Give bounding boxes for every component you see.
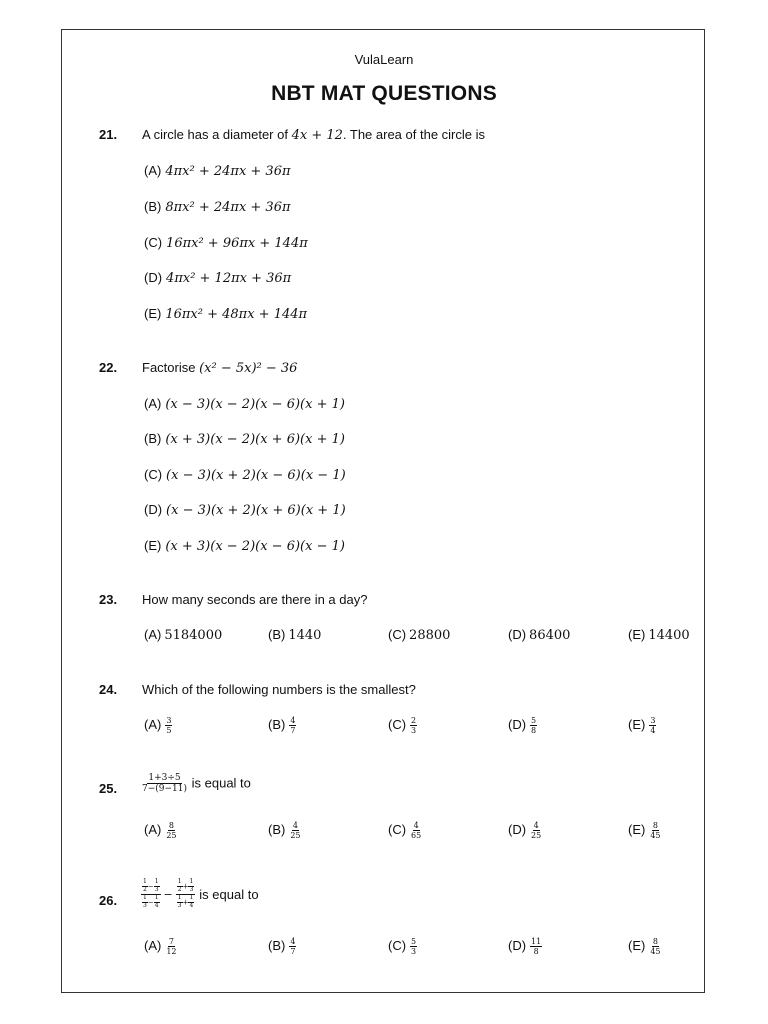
fraction: $\frac{4}{25}$ [290, 821, 301, 841]
option-b[interactable]: (B) 8πx² + 24πx + 36π [144, 199, 291, 215]
option-d[interactable]: (D) $\frac{5}{8}$ [508, 716, 537, 736]
option-c[interactable]: (C) 28800 [388, 627, 451, 643]
option-c[interactable]: (C) 16πx² + 96πx + 144π [144, 235, 308, 251]
question-text: $\frac{1+3\div 5}{7-(9-11)}$ is equal to [142, 773, 251, 795]
question-text: How many seconds are there in a day? [142, 592, 368, 607]
option-d[interactable]: (D) 86400 [508, 627, 571, 643]
fraction: $\frac{8}{45}$ [650, 821, 661, 841]
question-text: A circle has a diameter of 4x + 12. The area of the circle is [142, 127, 485, 143]
option-b[interactable]: (B) 1440 [268, 627, 322, 643]
expression-fraction: $\frac{1+3\div 5}{7-(9-11)}$ [142, 773, 188, 795]
option-c[interactable]: (C) $\frac{2}{3}$ [388, 716, 417, 736]
brand-name: VulaLearn [354, 52, 414, 67]
option-d[interactable]: (D) $\frac{4}{25}$ [508, 821, 542, 841]
fraction: $\frac{7}{12}$ [166, 937, 177, 957]
fraction: $\frac{4}{7}$ [290, 716, 296, 736]
fraction: $\frac{4}{25}$ [531, 821, 542, 841]
option-b[interactable]: (B) (x + 3)(x − 2)(x + 6)(x + 1) [144, 431, 345, 447]
minus-operator: − [163, 887, 173, 901]
option-a[interactable]: (A) 4πx² + 24πx + 36π [144, 163, 291, 179]
option-a[interactable]: (A) $\frac{7}{12}$ [144, 937, 177, 957]
question-number: 23. [99, 592, 118, 607]
fraction: $\frac{4}{7}$ [290, 937, 296, 957]
option-c[interactable]: (C) (x − 3)(x + 2)(x − 6)(x − 1) [144, 467, 346, 483]
question-number: 25. [99, 781, 118, 796]
option-b[interactable]: (B) $\frac{4}{7}$ [268, 716, 296, 736]
option-e[interactable]: (E) $\frac{8}{45}$ [628, 937, 661, 957]
fraction: $\frac{3}{4}$ [650, 716, 656, 736]
option-c[interactable]: (C) $\frac{5}{3}$ [388, 937, 417, 957]
option-d[interactable]: (D) (x − 3)(x + 2)(x + 6)(x + 1) [144, 502, 346, 518]
fraction: $\frac{5}{8}$ [531, 716, 537, 736]
option-a[interactable]: (A) $\frac{3}{5}$ [144, 716, 172, 736]
option-d[interactable]: (D) 4πx² + 12πx + 36π [144, 270, 292, 286]
question-number: 26. [99, 893, 118, 908]
option-d[interactable]: (D) $\frac{11}{8}$ [508, 937, 542, 957]
question-text: $\frac{1}{2}$ − $\frac{1}{3}$ $\frac{1}{3}$ − $\frac{1}{4}$ − $\frac{1}{2}$ + $\frac{1}{3}$ $\frac{1}{3}$ + $\frac{1}{4}$ is equal to [143, 878, 259, 909]
fraction: $\frac{11}{8}$ [531, 937, 542, 957]
question-text: Which of the following numbers is the smallest? [142, 682, 416, 697]
page-title: NBT MAT QUESTIONS [271, 82, 497, 105]
option-a[interactable]: (A) $\frac{8}{25}$ [144, 821, 177, 841]
option-b[interactable]: (B) $\frac{4}{25}$ [268, 821, 301, 841]
fraction: $\frac{8}{45}$ [650, 937, 661, 957]
option-e[interactable]: (E) $\frac{8}{45}$ [628, 821, 661, 841]
complex-fraction-left: $\frac{1}{2}$ − $\frac{1}{3}$ $\frac{1}{3}$ − $\frac{1}{4}$ [143, 878, 159, 909]
fraction: $\frac{4}{65}$ [411, 821, 422, 841]
option-e[interactable]: (E) (x + 3)(x − 2)(x − 6)(x − 1) [144, 538, 345, 554]
option-a[interactable]: (A) (x − 3)(x − 2)(x − 6)(x + 1) [144, 396, 345, 412]
option-e[interactable]: (E) 16πx² + 48πx + 144π [144, 306, 308, 322]
option-e[interactable]: (E) $\frac{3}{4}$ [628, 716, 656, 736]
option-a[interactable]: (A) 5184000 [144, 627, 223, 643]
question-text: Factorise (x² − 5x)² − 36 [142, 360, 298, 376]
fraction: $\frac{3}{5}$ [166, 716, 172, 736]
question-number: 21. [99, 127, 118, 142]
question-number: 24. [99, 682, 118, 697]
fraction: $\frac{8}{25}$ [166, 821, 177, 841]
fraction: $\frac{2}{3}$ [411, 716, 417, 736]
question-number: 22. [99, 360, 118, 375]
option-e[interactable]: (E) 14400 [628, 627, 690, 643]
complex-fraction-right: $\frac{1}{2}$ + $\frac{1}{3}$ $\frac{1}{3}$ + $\frac{1}{4}$ [177, 878, 194, 909]
fraction: $\frac{5}{3}$ [411, 937, 417, 957]
option-c[interactable]: (C) $\frac{4}{65}$ [388, 821, 422, 841]
option-b[interactable]: (B) $\frac{4}{7}$ [268, 937, 296, 957]
